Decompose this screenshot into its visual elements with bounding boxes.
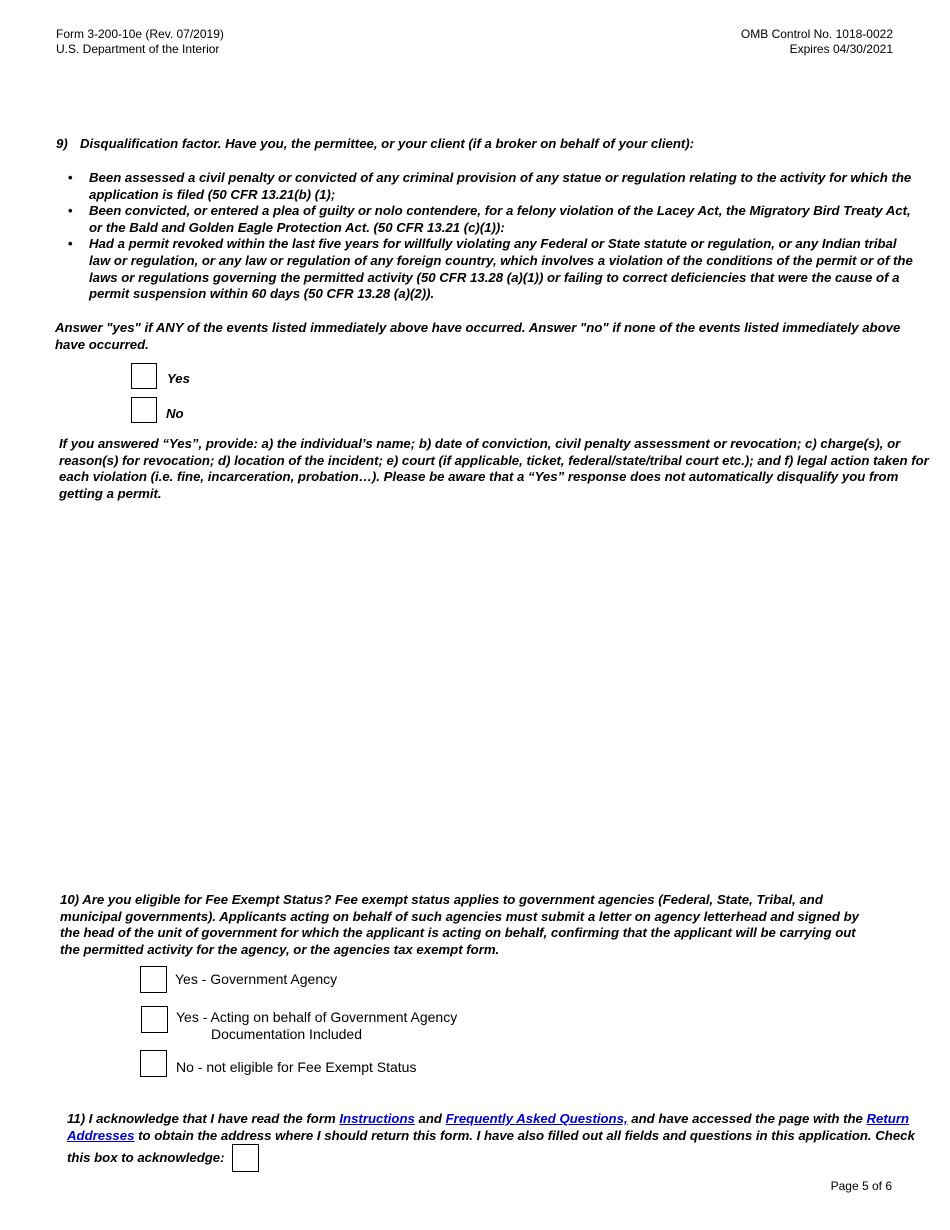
- fee-exempt-no-label: No - not eligible for Fee Exempt Status: [176, 1059, 417, 1075]
- expiration-date: Expires 04/30/2021: [789, 42, 893, 56]
- omb-control-number: OMB Control No. 1018-0022: [740, 27, 893, 41]
- question-9-number: 9): [56, 136, 68, 151]
- question-9-text: Disqualification factor. Have you, the permittee, or your client (if a broker on behalf of your client):: [80, 136, 695, 151]
- fee-exempt-on-behalf-checkbox[interactable]: [141, 1006, 168, 1033]
- answer-instruction: Answer "yes" if ANY of the events listed immediately above have occurred. Answer "no" if none of the events listed immediately above have occurred.: [55, 320, 901, 352]
- question-11-acknowledgement: [67, 1111, 927, 1172]
- bullet-text: Been assessed a civil penalty or convicted of any criminal provision of any statue or regulation relating to the activity for which the application is filed (50 CFR 13.21(b) (1);: [89, 170, 912, 202]
- list-item: [68, 203, 913, 236]
- question-11-text-3: and have accessed the page with the: [627, 1111, 867, 1126]
- fee-exempt-documentation-label: Documentation Included: [211, 1026, 362, 1042]
- bullet-icon: •: [68, 203, 73, 219]
- faq-link[interactable]: Frequently Asked Questions,: [445, 1111, 628, 1126]
- yes-checkbox[interactable]: [131, 363, 157, 389]
- department-name: U.S. Department of the Interior: [56, 42, 220, 56]
- question-11-text-1: 11) I acknowledge that I have read the form: [67, 1111, 340, 1126]
- list-item: [68, 236, 913, 302]
- if-yes-instructions: If you answered “Yes”, provide: a) the individual’s name; b) date of conviction, civil penalty assessment or revocation; c) charge(s), or reason(s) for revocation; d) location of the incident; e) court (if applicable, ticket, federal/state/tribal court etc.); and f) legal action taken for each violation (i.e. fine, incarceration, probation…). Please be aware that a “Yes” response does not automatically disqualify you from getting a permit.: [59, 436, 929, 501]
- no-checkbox[interactable]: [131, 397, 157, 423]
- question-11-text-4: to obtain the address where I should return this form. I have also filled out all fields and questions in this application. Check this box to acknowledge:: [67, 1127, 915, 1166]
- fee-exempt-on-behalf-label: Yes - Acting on behalf of Government Agency: [176, 1009, 458, 1025]
- fee-exempt-government-checkbox[interactable]: [140, 966, 167, 993]
- fee-exempt-government-label: Yes - Government Agency: [175, 971, 338, 987]
- acknowledge-checkbox[interactable]: [232, 1144, 259, 1172]
- bullet-text: Been convicted, or entered a plea of guilty or nolo contendere, for a felony violation of the Lacey Act, the Migratory Bird Treaty Act, or the Bald and Golden Eagle Protection Act. (50 CFR 13.21 (c)(1)):: [89, 203, 911, 235]
- instructions-link[interactable]: Instructions: [339, 1111, 415, 1126]
- bullet-icon: •: [68, 170, 73, 185]
- question-10-text: 10) Are you eligible for Fee Exempt Status? Fee exempt status applies to government agencies (Federal, State, Tribal, and municipal governments). Applicants acting on behalf of such agencies must submit a letter on agency letterhead and signed by the head of the unit of government for which the applicant is acting on behalf, confirming that the applicant will be carrying out the permitted activity for the agency, or the agencies tax exempt form.: [60, 892, 859, 957]
- form-header-left: [56, 27, 224, 57]
- return-addresses-link[interactable]: Return Addresses: [67, 1111, 910, 1143]
- yes-label: Yes: [167, 371, 190, 386]
- page-number: Page 5 of 6: [830, 1179, 892, 1193]
- form-number: Form 3-200-10e (Rev. 07/2019): [56, 27, 224, 41]
- bullet-text: Had a permit revoked within the last five years for willfully violating any Federal or State statute or regulation, or any Indian tribal law or regulation, or any law or regulation of any foreign country, which involves a violation of the conditions of the permit or of the laws or regulations governing the permitted activity (50 CFR 13.28 (a)(1)) or failing to correct deficiencies that were the cause of a permit suspension within 60 days (50 CFR 13.28 (a)(2)).: [89, 236, 913, 302]
- question-11-text-2: and: [414, 1111, 446, 1126]
- bullet-icon: •: [68, 236, 73, 252]
- form-header-right: [741, 27, 893, 57]
- question-9-heading: [56, 136, 916, 153]
- list-item: [68, 170, 913, 203]
- disqualification-list: [68, 170, 913, 303]
- fee-exempt-no-checkbox[interactable]: [140, 1050, 167, 1077]
- no-label: No: [166, 406, 184, 421]
